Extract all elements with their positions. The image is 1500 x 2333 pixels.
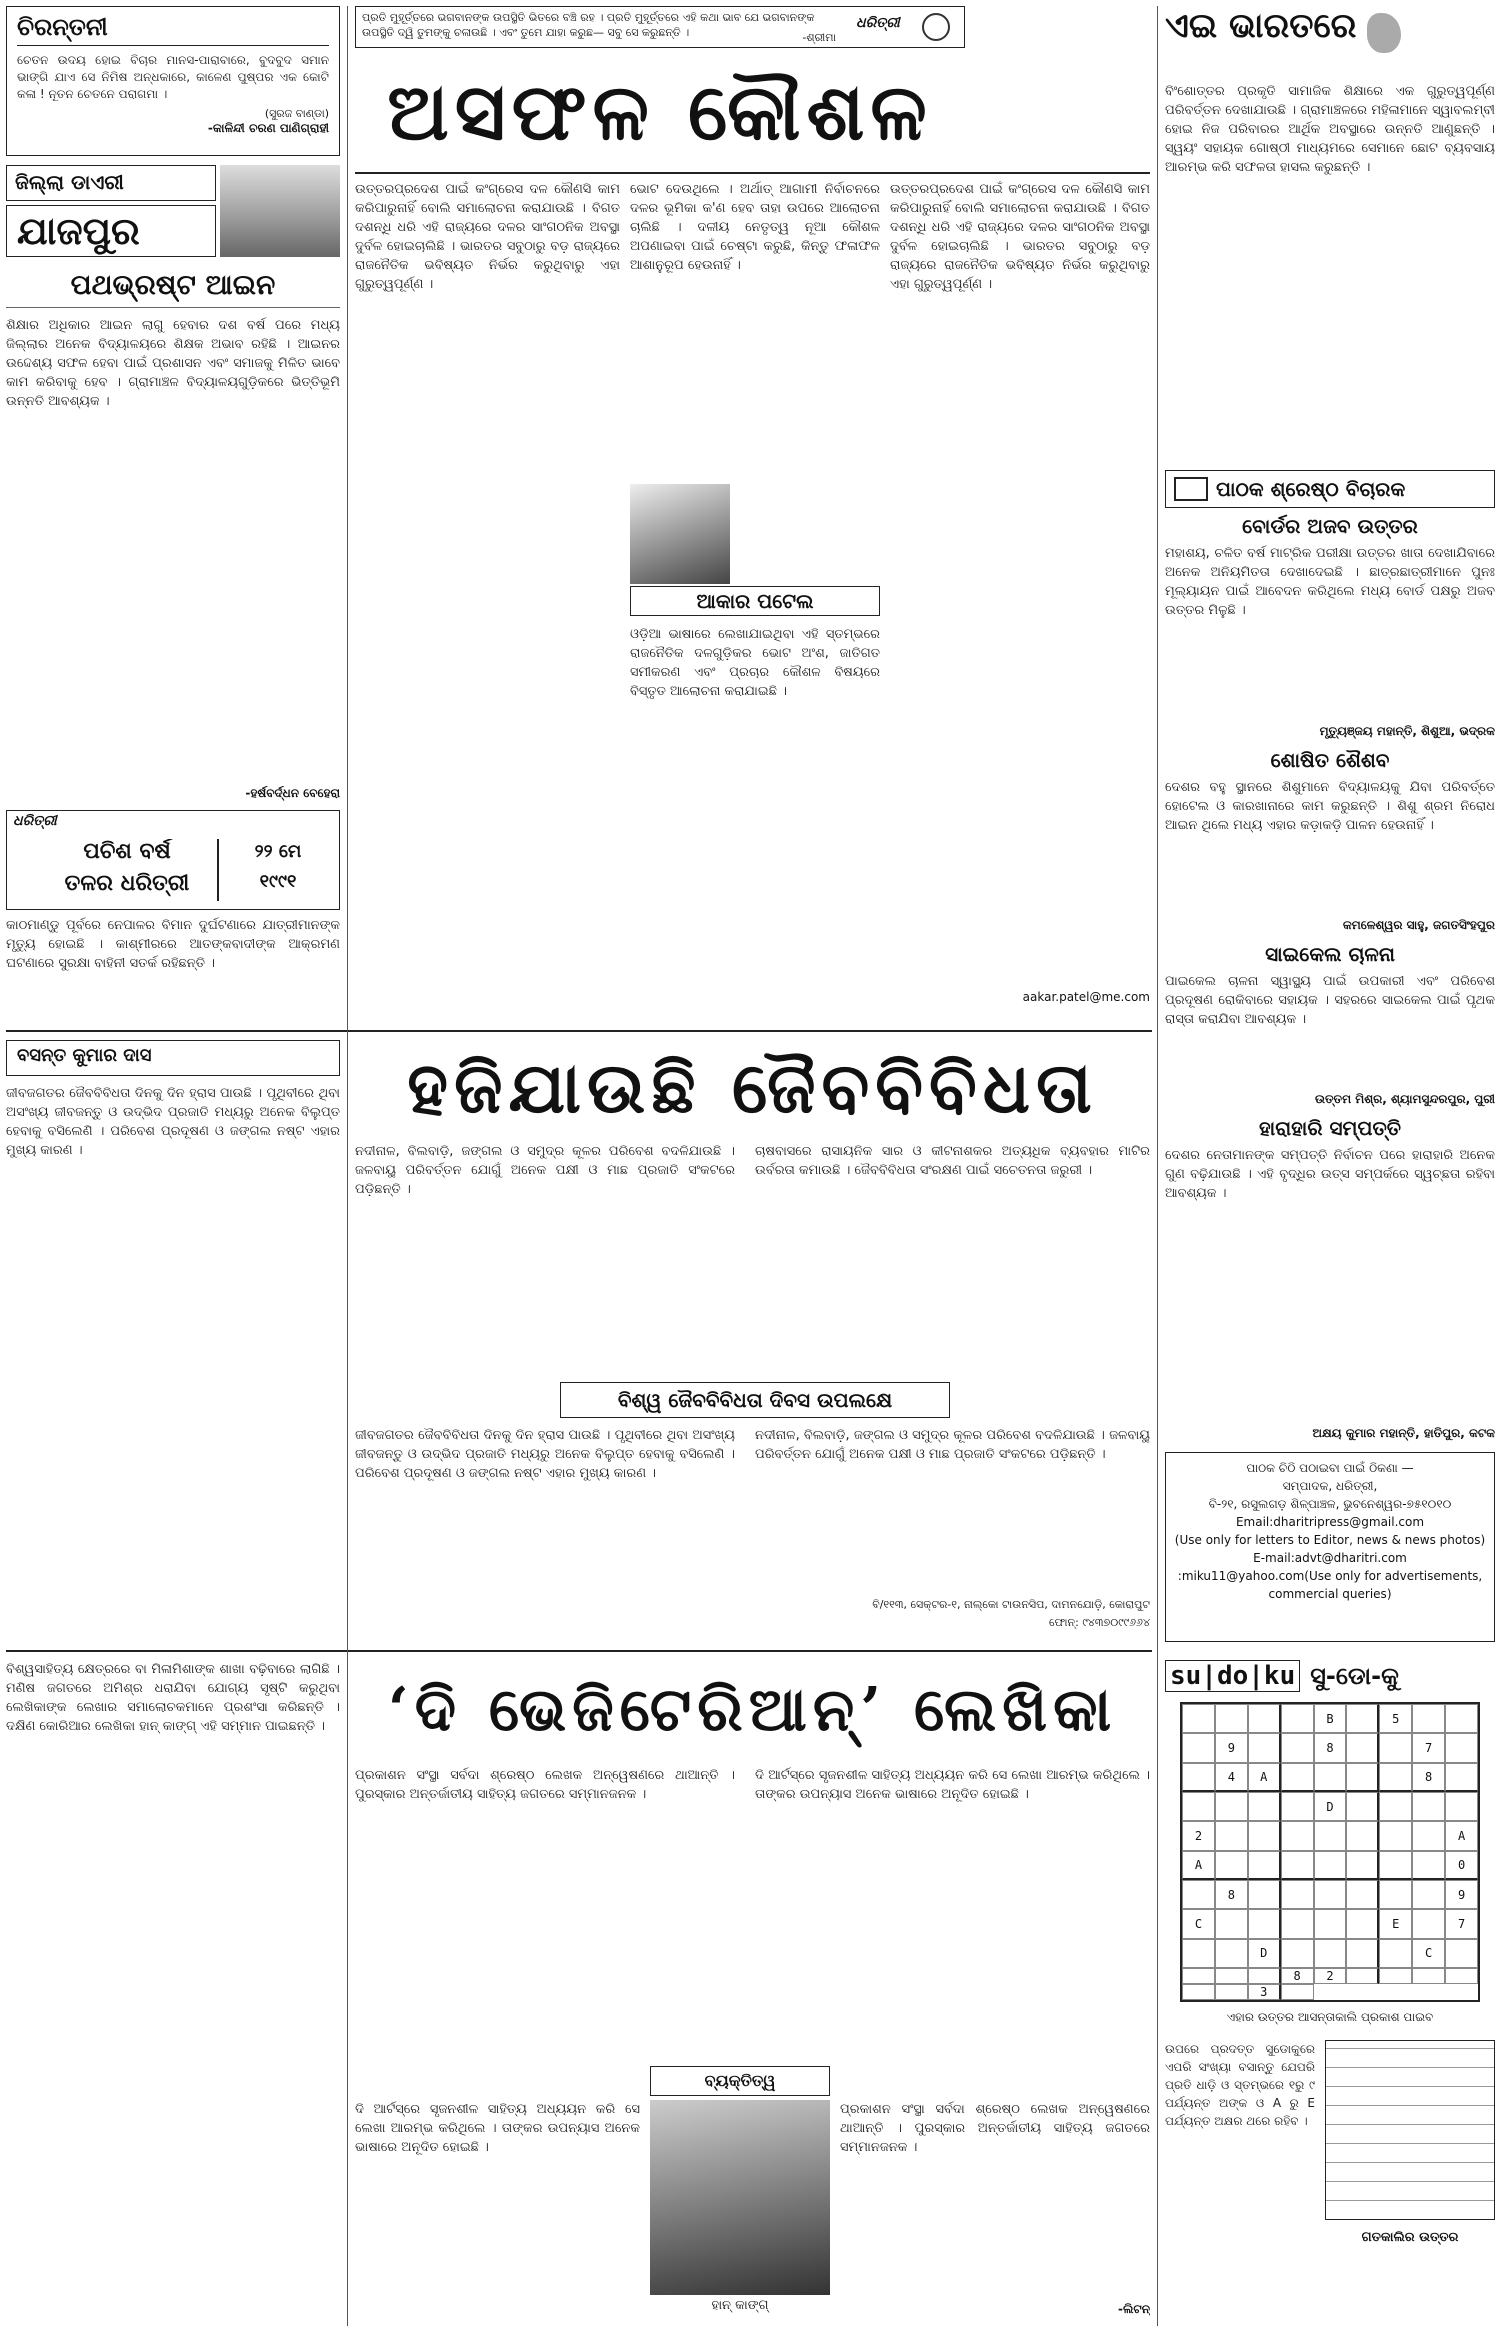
sudoku-answer-grid <box>1325 2040 1495 2220</box>
sudoku-cell[interactable]: 8 <box>1281 1968 1314 1984</box>
flashback-title-1: ପଚିଶ ବର୍ଷ <box>83 839 171 864</box>
sudoku-cell[interactable]: D <box>1314 1792 1347 1821</box>
author-label: ଆକାର ପଟେଲ <box>696 589 814 613</box>
right-col-banner-text: ଏଇ ଭାରତରେ <box>1165 6 1357 46</box>
contact-email-3[interactable]: :miku11@yahoo.com(Use only for advertisements, commercial queries) <box>1177 1569 1483 1601</box>
sudoku-cell[interactable] <box>1379 1880 1412 1909</box>
sudoku-cell[interactable]: A <box>1445 1821 1478 1850</box>
veg-col-2b: ଦି ଆର୍ଟସ୍‌ରେ ସୃଜନଶୀଳ ସାହିତ୍ୟ ଅଧ୍ୟୟନ କରି ସେ ଲେଖା ଆରମ୍ଭ କରିଥିଲେ । ତାଙ୍କର ଉପନ୍ୟାସ ଅନେକ ଭାଷାରେ ଅନୂଦିତ ହୋଇଛି । <box>355 2102 640 2155</box>
author-photo <box>630 484 730 584</box>
sudoku-cell[interactable] <box>1412 1880 1445 1909</box>
main-article-col-2a: ଭୋଟ ଦେଉଥିଲେ । ଅର୍ଥାତ୍ ଆଗାମୀ ନିର୍ବାଚନରେ ଦଳର ଭୂମିକା କ'ଣ ହେବ ତାହା ଉପରେ ଆଲୋଚନା ଚାଲିଛି । ଦଳୀୟ ନେତୃତ୍ୱ ନୂଆ କୌଶଳ ଅପଣାଇବା ପାଇଁ ଚେଷ୍ଟା କରୁଛି, କିନ୍ତୁ ଫଳାଫଳ ଆଶାନୁରୂପ ହେଉନାହିଁ । <box>630 182 880 273</box>
flashback-date-2: ୧୯୯୧ <box>259 871 297 892</box>
sudoku-cell[interactable] <box>1281 1792 1314 1821</box>
main-headline-rule <box>355 172 1150 174</box>
sudoku-cell[interactable] <box>1314 1763 1347 1792</box>
sudoku-cell[interactable] <box>1445 1968 1478 1984</box>
sudoku-cell[interactable] <box>1182 1733 1215 1762</box>
sudoku-cell[interactable] <box>1412 1909 1445 1938</box>
letter-1-body: ମହାଶୟ, ଚଳିତ ବର୍ଷ ମାଟ୍ରିକ ପରୀକ୍ଷା ଉତ୍ତର ଖାତା ଦେଖାଯିବାରେ ଅନେକ ଅନିୟମିତତା ଦେଖାଦେଇଛି । ଛାତ୍ରଛାତ୍ରୀମାନେ ପୁନଃ ମୂଲ୍ୟାୟନ ପାଇଁ ଆବେଦନ କରିଥିଲେ ମଧ୍ୟ ବୋର୍ଡ ପକ୍ଷରୁ ଅଜବ ଉତ୍ତର ମିଳୁଛି । <box>1165 546 1495 618</box>
district-label-box <box>6 165 216 201</box>
contact-email-2[interactable]: E-mail:advt@dharitri.com <box>1253 1551 1407 1565</box>
bio-col-3b: ନଦୀନାଳ, ବିଲବାଡ଼ି, ଜଙ୍ଗଲ ଓ ସମୁଦ୍ର କୂଳର ପରିବେଶ ବଦଳିଯାଉଛି । ଜଳବାୟୁ ପରିବର୍ତ୍ତନ ଯୋଗୁଁ ଅନେକ ପକ୍ଷୀ ଓ ମାଛ ପ୍ରଜାତି ସଂକଟରେ ପଡ଼ିଛନ୍ତି । <box>755 1428 1150 1462</box>
sudoku-cell[interactable] <box>1412 1851 1445 1880</box>
reader-header-title: ପାଠକ ଶ୍ରେଷ୍ଠ ବିଚାରକ <box>1216 477 1406 501</box>
bio-byline-box <box>6 1040 340 1076</box>
bio-headline: ହଜିଯାଉଛି ଜୈବବିବିଧତା <box>407 1046 1098 1129</box>
sudoku-cell[interactable] <box>1379 1939 1412 1968</box>
sudoku-cell[interactable]: 0 <box>1445 1851 1478 1880</box>
sudoku-cell[interactable]: A <box>1182 1851 1215 1880</box>
letter-1-signoff: ମୃତ୍ୟୁଞ୍ଜୟ ମହାନ୍ତି, ଶିଶୁଆ, ଭଦ୍ରକ <box>1319 724 1495 738</box>
sudoku-cell[interactable] <box>1281 1984 1314 2000</box>
sudoku-cell[interactable] <box>1379 1763 1412 1792</box>
bio-address: ବି/୧୧୩, ସେକ୍ଟର-୧, ନାଲ୍କୋ ଟାଉନସିପ, ଦାମନଯୋଡ଼ି, କୋରାପୁଟ <box>872 1598 1150 1611</box>
top-quote-text: ପ୍ରତି ମୁହୂର୍ତ୍ତରେ ଭଗବାନଙ୍କ ଉପସ୍ଥିତି ଭିତରେ ବଞ୍ଚି ରହ । ପ୍ରତି ମୁହୂର୍ତ୍ତରେ ଏହି କଥା ଭାବ ଯେ ଭଗବାନଙ୍କ ଉପସ୍ଥିତି ଦ୍ୱି ତୁମଙ୍କୁ ଚଳାଉଛି । ଏବଂ ତୁମେ ଯାହା କରୁଛ— ସବୁ ସେ କରୁଛନ୍ତି । <box>362 11 815 39</box>
sudoku-note: ଏହାର ଉତ୍ତର ଆସନ୍ତାକାଲି ପ୍ରକାଶ ପାଇବ <box>1226 2010 1434 2024</box>
contact-line-3: ବି-୨୧, ରସୁଲଗଡ଼ ଶିଳ୍ପାଞ୍ଚଳ, ଭୁବନେଶ୍ୱର-୭୫୧୦୧୦ <box>1208 1497 1452 1511</box>
veg-col-3: ଦି ଆର୍ଟସ୍‌ରେ ସୃଜନଶୀଳ ସାହିତ୍ୟ ଅଧ୍ୟୟନ କରି ସେ ଲେଖା ଆରମ୍ଭ କରିଥିଲେ । ତାଙ୍କର ଉପନ୍ୟାସ ଅନେକ ଭାଷାରେ ଅନୂଦିତ ହୋଇଛି । <box>755 1768 1150 1802</box>
district-header <box>6 165 340 260</box>
sudoku-cell[interactable]: C <box>1412 1939 1445 1968</box>
veg-photo <box>650 2100 830 2295</box>
sudoku-cell[interactable]: 7 <box>1412 1733 1445 1762</box>
veg-col-3b: ପ୍ରକାଶନ ସଂସ୍ଥା ସର୍ବଦା ଶ୍ରେଷ୍ଠ ଲେଖକ ଅନ୍ୱେଷଣରେ ଥାଆନ୍ତି । ପୁରସ୍କାର ଅନ୍ତର୍ଜାତୀୟ ସାହିତ୍ୟ ଜଗତରେ ସମ୍ମାନଜନକ । <box>840 2102 1150 2155</box>
main-article-col-2b: ଓଡ଼ିଆ ଭାଷାରେ ଲେଖାଯାଇଥିବା ଏହି ସ୍ତମ୍ଭରେ ରାଜନୈତିକ ଦଳଗୁଡ଼ିକର ଭୋଟ ଅଂଶ, ଜାତିଗତ ସମୀକରଣ ଏବଂ ପ୍ରଚାର କୌଶଳ ବିଷୟରେ ବିସ୍ତୃତ ଆଲୋଚନା କରାଯାଇଛି । <box>630 627 880 699</box>
sudoku-cell[interactable]: 3 <box>1248 1984 1281 2000</box>
flashback-title-2: ତଳର ଧରିତ୍ରୀ <box>64 871 190 896</box>
letter-1-title: ବୋର୍ଡର ଅଜବ ଉତ୍ତର <box>1242 514 1418 538</box>
sudoku-cell[interactable] <box>1346 1821 1379 1850</box>
bio-banner: ବିଶ୍ୱ ଜୈବବିବିଧତା ଦିବସ ଉପଲକ୍ଷେ <box>617 1388 893 1412</box>
sudoku-cell[interactable]: A <box>1248 1763 1281 1792</box>
sudoku-cell[interactable] <box>1412 1821 1445 1850</box>
sudoku-cell[interactable] <box>1215 1909 1248 1938</box>
sudoku-cell[interactable] <box>1412 1968 1445 1984</box>
sudoku-cell[interactable]: 2 <box>1314 1968 1347 1984</box>
sudoku-cell[interactable] <box>1182 1880 1215 1909</box>
letter-2-signoff: କମଳେଶ୍ୱର ସାହୁ, ଜଗତସିଂହପୁର <box>1342 918 1495 932</box>
sudoku-cell[interactable] <box>1346 1733 1379 1762</box>
sudoku-cell[interactable] <box>1379 1792 1412 1821</box>
sudoku-title-odia: ସୁ-ଡୋ-କୁ <box>1310 1662 1399 1690</box>
sudoku-cell[interactable] <box>1314 1821 1347 1850</box>
sudoku-header <box>1165 1656 1495 1696</box>
sudoku-instructions: ଉପରେ ପ୍ରଦତ୍ତ ସୁଡୋକୁରେ ଏପରି ସଂଖ୍ୟା ବସାନ୍ତୁ ଯେପରି ପ୍ରତି ଧାଡ଼ି ଓ ସ୍ତମ୍ଭରେ ୧ରୁ ୯ ପର୍ଯ୍ୟନ୍ତ ଅଙ୍କ ଓ A ରୁ E ପର୍ଯ୍ୟନ୍ତ ଅକ୍ଷର ଥରେ ରହିବ । <box>1165 2042 1315 2128</box>
sudoku-cell[interactable] <box>1445 1763 1478 1792</box>
sudoku-cell[interactable] <box>1182 1939 1215 1968</box>
sudoku-cell[interactable] <box>1445 1733 1478 1762</box>
sudoku-cell[interactable] <box>1445 1792 1478 1821</box>
contact-email-1[interactable]: Email:dharitripress@gmail.com <box>1235 1515 1425 1529</box>
sudoku-cell[interactable] <box>1215 1792 1248 1821</box>
quote-box-source: (ସୁରଜ ବାଣ୍ଡା) <box>264 107 329 120</box>
sudoku-cell[interactable] <box>1248 1733 1281 1762</box>
temple-image <box>220 165 340 257</box>
sudoku-cell[interactable] <box>1346 1792 1379 1821</box>
right-col-banner <box>1165 6 1495 76</box>
veg-person-label: ବ୍ୟକ୍ତିତ୍ୱ <box>704 2071 776 2090</box>
sudoku-cell[interactable] <box>1379 1733 1412 1762</box>
reader-header <box>1165 470 1495 508</box>
sudoku-cell[interactable] <box>1346 1851 1379 1880</box>
quote-box-text: ଚେତନ ଉଦୟ ହୋଇ ବିଚାର ମାନସ-ପାରାବାରେ, ବୁଦବୁଦ ସମାନ ଭାଙ୍ଗି ଯାଏ ସେ ନିମିଷ ଅନ୍ଧକାରେ, କାଳେଣ ପୁଷ୍ପର ଏକ କୋଟି କଳା ! ନୂତନ ଚେତନେ ପରାଗମା । <box>17 53 329 101</box>
quote-box <box>6 6 340 156</box>
sudoku-cell[interactable] <box>1281 1880 1314 1909</box>
sudoku-cell[interactable] <box>1248 1880 1281 1909</box>
main-article-col-1: ଉତ୍ତରପ୍ରଦେଶ ପାଇଁ କଂଗ୍ରେସ ଦଳ କୌଣସି କାମ କରିପାରୁନାହିଁ ବୋଲି ସମାଲୋଚନା କରାଯାଉଛି । ବିଗତ ଦଶନ୍ଧି ଧରି ଏହି ରାଜ୍ୟରେ ଦଳର ସାଂଗଠନିକ ଅବସ୍ଥା ଦୁର୍ବଳ ହୋଇଚାଲିଛି । ଭାରତର ସବୁଠାରୁ ବଡ଼ ରାଜ୍ୟରେ ରାଜନୈତିକ ଭବିଷ୍ୟତ ନିର୍ଭର କରୁଥିବାରୁ ଏହା ଗୁରୁତ୍ୱପୂର୍ଣ୍ଣ । <box>355 182 620 292</box>
sudoku-cell[interactable] <box>1314 1939 1347 1968</box>
top-quote-logo: ଧରିତ୍ରୀ <box>856 15 900 31</box>
sudoku-cell[interactable] <box>1379 1821 1412 1850</box>
district-label: ଜିଲ୍ଲା ଡାଏରୀ <box>15 170 124 194</box>
sudoku-cell[interactable] <box>1182 1763 1215 1792</box>
bio-col-2a: ନଦୀନାଳ, ବିଲବାଡ଼ି, ଜଙ୍ଗଲ ଓ ସମୁଦ୍ର କୂଳର ପରିବେଶ ବଦଳିଯାଉଛି । ଜଳବାୟୁ ପରିବର୍ତ୍ତନ ଯୋଗୁଁ ଅନେକ ପକ୍ଷୀ ଓ ମାଛ ପ୍ରଜାତି ସଂକଟରେ ପଡ଼ିଛନ୍ତି । <box>355 1144 735 1197</box>
veg-col-2a: ପ୍ରକାଶନ ସଂସ୍ଥା ସର୍ବଦା ଶ୍ରେଷ୍ଠ ଲେଖକ ଅନ୍ୱେଷଣରେ ଥାଆନ୍ତି । ପୁରସ୍କାର ଅନ୍ତର୍ଜାତୀୟ ସାହିତ୍ୟ ଜଗତରେ ସମ୍ମାନଜନକ । <box>355 1768 735 1802</box>
right-col-intro: ବିଂଶୋତ୍ତର ପ୍ରକୃତି ସାମାଜିକ ଶିକ୍ଷାରେ ଏକ ଗୁରୁତ୍ୱପୂର୍ଣ୍ଣ ପରିବର୍ତ୍ତନ ଦେଖାଯାଉଛି । ଗ୍ରାମାଞ୍ଚଳରେ ମହିଳାମାନେ ସ୍ୱାବଲମ୍ବୀ ହୋଇ ନିଜ ପରିବାରର ଆର୍ଥିକ ଅବସ୍ଥାରେ ଉନ୍ନତି ଆଣୁଛନ୍ତି । ସ୍ୱୟଂ ସହାୟକ ଗୋଷ୍ଠୀ ମାଧ୍ୟମରେ ସେମାନେ ଛୋଟ ବ୍ୟବସାୟ ଆରମ୍ଭ କରି ସଫଳତା ହାସଲ କରୁଛନ୍ତି । <box>1165 84 1495 175</box>
sudoku-cell[interactable] <box>1215 1939 1248 1968</box>
sudoku-cell[interactable] <box>1281 1909 1314 1938</box>
bio-phone: ଫୋନ୍: ୯୪୩୭୦୯୯୬୬୪ <box>1048 1616 1150 1629</box>
district-author: -ହର୍ଷବର୍ଦ୍ଧନ ବେହେରା <box>245 786 340 800</box>
sudoku-cell[interactable] <box>1215 1821 1248 1850</box>
sudoku-cell[interactable]: 5 <box>1379 1704 1412 1733</box>
sudoku-cell[interactable] <box>1445 1704 1478 1733</box>
sudoku-cell[interactable] <box>1248 1821 1281 1850</box>
sudoku-grid[interactable] <box>1180 1702 1480 2002</box>
sudoku-cell[interactable] <box>1281 1704 1314 1733</box>
flashback-logo: ଧରିତ୍ରୀ <box>13 813 57 829</box>
sudoku-cell[interactable] <box>1412 1792 1445 1821</box>
sudoku-cell[interactable] <box>1281 1733 1314 1762</box>
veg-headline: ‘ଦି ଭେଜିଟେରିଆନ୍’ ଲେଖିକା <box>387 1675 1118 1745</box>
veg-col-1: ବିଶ୍ୱସାହିତ୍ୟ କ୍ଷେତ୍ରରେ ବା ମିଳାମିଶାଙ୍କ ଶାଖା ବଢ଼ିବାରେ ଲାଗିଛି । ମଣିଷ ଜଗତରେ ଅମିଶ୍ର ଧରାଯିବା ଯୋଗ୍ୟ ସୃଷ୍ଟି କରୁଥିବା ଲେଖିକାଙ୍କ ଲେଖାର ସମାଲୋଚକମାନେ ପ୍ରଶଂସା କରିଛନ୍ତି । ଦକ୍ଷିଣ କୋରିଆର ଲେଖିକା ହାନ୍ କାଙ୍ଗ୍ ଏହି ସମ୍ମାନ ପାଇଛନ୍ତି । <box>6 1662 340 1734</box>
veg-caption: ହାନ୍ କାଙ୍ଗ୍ <box>711 2298 769 2313</box>
sudoku-cell[interactable] <box>1314 1851 1347 1880</box>
sudoku-cell[interactable] <box>1182 1984 1215 2000</box>
district-name-box <box>6 205 216 257</box>
bio-col-3a: ଚାଷବାସରେ ରାସାୟନିକ ସାର ଓ କୀଟନାଶକର ଅତ୍ୟଧିକ ବ୍ୟବହାର ମାଟିର ଉର୍ବରତା କମାଉଛି । ଜୈବବିବିଧତା ସଂରକ୍ଷଣ ପାଇଁ ସଚେତନତା ଜରୁରୀ । <box>755 1144 1150 1178</box>
top-quote <box>355 6 965 48</box>
sudoku-cell[interactable]: 9 <box>1215 1733 1248 1762</box>
main-headline: ଅସଫଳ କୌଶଳ <box>387 67 933 158</box>
sudoku-cell[interactable] <box>1445 1939 1478 1968</box>
sudoku-cell[interactable] <box>1182 1704 1215 1733</box>
sudoku-cell[interactable] <box>1281 1851 1314 1880</box>
sudoku-cell[interactable] <box>1281 1939 1314 1968</box>
contact-line-2: ସମ୍ପାଦକ, ଧରିତ୍ରୀ, <box>1282 1479 1378 1493</box>
district-section-title: ପଥଭ୍ରଷ୍ଟ ଆଇନ <box>6 268 340 308</box>
flashback-body: କାଠମାଣ୍ଡୁ ପୂର୍ବରେ ନେପାଳର ବିମାନ ଦୁର୍ଘଟଣାରେ ଯାତ୍ରୀମାନଙ୍କ ମୃତ୍ୟୁ ହୋଇଛି । କାଶ୍ମୀରରେ ଆତଙ୍କବାଦୀଙ୍କ ଆକ୍ରମଣ ଘଟଣାରେ ସୁରକ୍ଷା ବାହିନୀ ସତର୍କ ରହିଛନ୍ତି । <box>6 918 340 971</box>
flashback-divider <box>217 839 219 901</box>
sudoku-cell[interactable] <box>1346 1763 1379 1792</box>
quote-box-title: ଚିରନ୍ତନୀ <box>17 13 329 46</box>
sudoku-cell[interactable] <box>1248 1851 1281 1880</box>
bio-byline: ବସନ୍ତ କୁମାର ଦାସ <box>17 1045 152 1066</box>
contact-box <box>1165 1452 1495 1642</box>
sudoku-cell[interactable] <box>1314 1880 1347 1909</box>
author-email[interactable]: aakar.patel@me.com <box>1022 990 1150 1004</box>
letter-4-signoff: ଅକ୍ଷୟ କୁମାର ମହାନ୍ତି, ହାତିପୁର, କଟକ <box>1312 1426 1495 1440</box>
letter-3-body: ପାଇକେଲ ଚାଳନା ସ୍ୱାସ୍ଥ୍ୟ ପାଇଁ ଉପକାରୀ ଏବଂ ପରିବେଶ ପ୍ରଦୂଷଣ ରୋକିବାରେ ସହାୟକ । ସହରରେ ସାଇକେଲ ପାଇଁ ପୃଥକ ରାସ୍ତା କରାଯିବା ଆବଶ୍ୟକ । <box>1165 974 1495 1027</box>
top-quote-author: -ଶ୍ରୀମା <box>802 31 836 44</box>
contact-line-1: ପାଠକ ଚିଠି ପଠାଇବା ପାଇଁ ଠିକଣା — <box>1246 1461 1414 1475</box>
sudoku-cell[interactable] <box>1346 1939 1379 1968</box>
sudoku-cell[interactable] <box>1215 1704 1248 1733</box>
sudoku-cell[interactable] <box>1346 1909 1379 1938</box>
sudoku-cell[interactable]: B <box>1314 1704 1347 1733</box>
main-article-col-3: ଉତ୍ତରପ୍ରଦେଶ ପାଇଁ କଂଗ୍ରେସ ଦଳ କୌଣସି କାମ କରିପାରୁନାହିଁ ବୋଲି ସମାଲୋଚନା କରାଯାଉଛି । ବିଗତ ଦଶନ୍ଧି ଧରି ଏହି ରାଜ୍ୟରେ ଦଳର ସାଂଗଠନିକ ଅବସ୍ଥା ଦୁର୍ବଳ ହୋଇଚାଲିଛି । ଭାରତର ସବୁଠାରୁ ବଡ଼ ରାଜ୍ୟରେ ରାଜନୈତିକ ଭବିଷ୍ୟତ ନିର୍ଭର କରୁଥିବାରୁ ଏହା ଗୁରୁତ୍ୱପୂର୍ଣ୍ଣ । <box>890 182 1150 292</box>
sudoku-cell[interactable] <box>1346 1968 1379 1984</box>
sudoku-cell[interactable] <box>1281 1763 1314 1792</box>
letter-2-body: ଦେଶର ବହୁ ସ୍ଥାନରେ ଶିଶୁମାନେ ବିଦ୍ୟାଳୟକୁ ଯିବା ପରିବର୍ତ୍ତେ ହୋଟେଲ ଓ କାରଖାନାରେ କାମ କରୁଛନ୍ତି । ଶିଶୁ ଶ୍ରମ ନିରୋଧ ଆଇନ ଥିଲେ ମଧ୍ୟ ଏହାର କଡ଼ାକଡ଼ି ପାଳନ ହେଉନାହିଁ । <box>1165 780 1495 833</box>
divider-2 <box>1157 6 1158 2326</box>
sudoku-cell[interactable] <box>1346 1880 1379 1909</box>
sudoku-cell[interactable]: 8 <box>1314 1733 1347 1762</box>
sudoku-cell[interactable] <box>1215 1968 1248 1984</box>
wheel-icon <box>922 13 950 41</box>
sudoku-cell[interactable] <box>1182 1792 1215 1821</box>
district-body: ଶିକ୍ଷାର ଅଧିକାର ଆଇନ ଲାଗୁ ହେବାର ଦଶ ବର୍ଷ ପରେ ମଧ୍ୟ ଜିଲ୍ଲାର ଅନେକ ବିଦ୍ୟାଳୟରେ ଶିକ୍ଷକ ଅଭାବ ରହିଛି । ଆଇନର ଉଦ୍ଦେଶ୍ୟ ସଫଳ ହେବା ପାଇଁ ପ୍ରଶାସନ ଏବଂ ସମାଜକୁ ମିଳିତ ଭାବେ କାମ କରିବାକୁ ହେବ । ଗ୍ରାମାଞ୍ଚଳ ବିଦ୍ୟାଳୟଗୁଡ଼ିକରେ ଭିତ୍ତିଭୂମି ଉନ୍ନତି ଆବଶ୍ୟକ । <box>6 318 340 409</box>
bio-col-1: ଜୀବଜଗତର ଜୈବବିବିଧତା ଦିନକୁ ଦିନ ହ୍ରାସ ପାଉଛି । ପୃଥିବୀରେ ଥିବା ଅସଂଖ୍ୟ ଜୀବଜନ୍ତୁ ଓ ଉଦ୍ଭିଦ ପ୍ରଜାତି ମଧ୍ୟରୁ ଅନେକ ବିଲୁପ୍ତ ହେବାକୁ ବସିଲେଣି । ପରିବେଶ ପ୍ରଦୂଷଣ ଓ ଜଙ୍ଗଲ ନଷ୍ଟ ଏହାର ମୁଖ୍ୟ କାରଣ । <box>6 1086 340 1158</box>
contact-note-1: (Use only for letters to Editor, news & news photos) <box>1174 1533 1486 1547</box>
india-map-icon <box>1367 13 1401 53</box>
sudoku-cell[interactable]: 8 <box>1412 1763 1445 1792</box>
sudoku-cell[interactable] <box>1248 1792 1281 1821</box>
sudoku-cell[interactable] <box>1281 1821 1314 1850</box>
bottom-top-rule <box>6 1650 1152 1652</box>
sudoku-cell[interactable] <box>1412 1704 1445 1733</box>
letter-3-signoff: ଉତ୍ତମ ମିଶ୍ର, ଶ୍ୟାମସୁନ୍ଦରପୁର, ପୁରୀ <box>1314 1092 1495 1106</box>
bio-banner-box <box>560 1382 950 1418</box>
veg-person-label-box <box>650 2066 830 2096</box>
sudoku-cell[interactable]: C <box>1182 1909 1215 1938</box>
sudoku-cell[interactable]: 2 <box>1182 1821 1215 1850</box>
flashback-date-1: ୨୨ ମେ <box>254 841 302 862</box>
sudoku-cell[interactable] <box>1215 1984 1248 2000</box>
sudoku-cell[interactable]: D <box>1248 1939 1281 1968</box>
letter-4-body: ଦେଶର ନେତାମାନଙ୍କ ସମ୍ପତ୍ତି ନିର୍ବାଚନ ପରେ ହାରାହାରି ଅନେକ ଗୁଣ ବଢ଼ିଯାଉଛି । ଏହି ବୃଦ୍ଧିର ଉତ୍ସ ସମ୍ପର୍କରେ ସ୍ୱଚ୍ଛତା ରହିବା ଆବଶ୍ୟକ । <box>1165 1148 1495 1201</box>
sudoku-cell[interactable] <box>1314 1909 1347 1938</box>
letter-2-title: ଶୋଷିତ ଶୈଶବ <box>1270 748 1390 772</box>
veg-author: -ଲିଟନ୍ <box>1117 2302 1150 2316</box>
quote-box-author: -କାଳିନ୍ଦୀ ଚରଣ ପାଣିଗ୍ରାହୀ <box>207 121 329 135</box>
sudoku-cell[interactable] <box>1379 1851 1412 1880</box>
divider-1 <box>347 6 348 2326</box>
sudoku-cell[interactable] <box>1182 1968 1215 1984</box>
envelope-icon <box>1174 477 1208 501</box>
sudoku-cell[interactable] <box>1248 1968 1281 1984</box>
bio-col-2b: ଜୀବଜଗତର ଜୈବବିବିଧତା ଦିନକୁ ଦିନ ହ୍ରାସ ପାଉଛି । ପୃଥିବୀରେ ଥିବା ଅସଂଖ୍ୟ ଜୀବଜନ୍ତୁ ଓ ଉଦ୍ଭିଦ ପ୍ରଜାତି ମଧ୍ୟରୁ ଅନେକ ବିଲୁପ୍ତ ହେବାକୁ ବସିଲେଣି । ପରିବେଶ ପ୍ରଦୂଷଣ ଓ ଜଙ୍ଗଲ ନଷ୍ଟ ଏହାର ମୁଖ୍ୟ କାରଣ । <box>355 1428 735 1481</box>
sudoku-cell[interactable] <box>1248 1909 1281 1938</box>
sudoku-cell[interactable] <box>1346 1704 1379 1733</box>
letter-3-title: ସାଇକେଲ ଚାଳନା <box>1265 942 1395 966</box>
sudoku-cell[interactable] <box>1379 1968 1412 1984</box>
sudoku-cell[interactable]: 9 <box>1445 1880 1478 1909</box>
flashback-box <box>6 810 340 910</box>
sudoku-answer-label: ଗତକାଲିର ଉତ୍ତର <box>1361 2230 1459 2245</box>
middle-top-rule <box>6 1030 1152 1032</box>
sudoku-cell[interactable]: 8 <box>1215 1880 1248 1909</box>
sudoku-cell[interactable]: 7 <box>1445 1909 1478 1938</box>
sudoku-cell[interactable]: 4 <box>1215 1763 1248 1792</box>
sudoku-cell[interactable] <box>1248 1704 1281 1733</box>
sudoku-cell[interactable]: E <box>1379 1909 1412 1938</box>
letter-4-title: ହାରାହାରି ସମ୍ପତ୍ତି <box>1259 1116 1401 1140</box>
district-name: ଯାଜପୁର <box>17 208 140 253</box>
sudoku-title-latin: su|do|ku <box>1165 1660 1300 1692</box>
sudoku-cell[interactable] <box>1215 1851 1248 1880</box>
author-label-box <box>630 586 880 616</box>
